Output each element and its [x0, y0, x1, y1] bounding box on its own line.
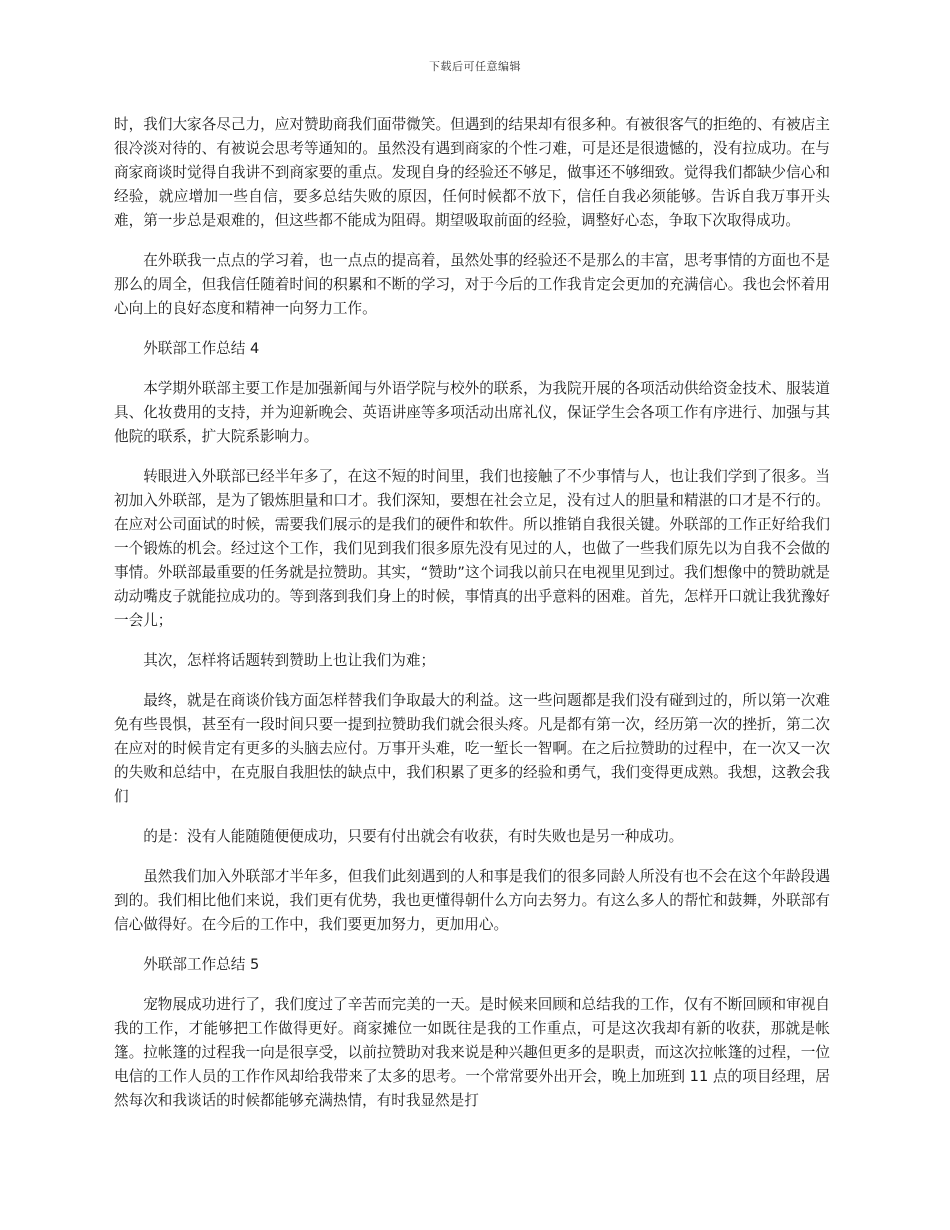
- document-body: [114, 113, 830, 1129]
- section-heading: 外联部工作总结 4: [143, 340, 260, 357]
- section-heading: 外联部工作总结 5: [143, 956, 260, 973]
- paragraph: 宠物展成功进行了，我们度过了辛苦而完美的一天。是时候来回顾和总结我的工作，仅有不断回顾和审视自我的工作，才能够把工作做得更好。商家摊位一如既往是我的工作重点，可是这次我却有新的收获，那就是帐篷。拉帐篷的过程我一向是很享受，以前拉赞助对我来说是种兴趣但更多的是职责，而这次拉帐篷的过程，一位电信的工作人员的工作作风却给我带来了太多的思考。一个常常要外出开会，晚上加班到 11 点的项目经理，居然每次和我谈话的时候都能够充满热情，有时我显然是打: [114, 996, 830, 1109]
- page-header: 下载后可任意编辑: [429, 60, 521, 73]
- paragraph: 时，我们大家各尽己力，应对赞助商我们面带微笑。但遇到的结果却有很多种。有被很客气的拒绝的、有被店主很冷淡对待的、有被说会思考等通知的。虽然没有遇到商家的个性刁难，可是还是很遗憾的，没有拉成功。在与商家商谈时觉得自我讲不到商家要的重点。发现自身的经验还不够足，做事还不够细致。觉得我们都缺少信心和经验，就应增加一些自信，要多总结失败的原因，任何时候都不放下，信任自我必须能够。告诉自我万事开头难，第一步总是艰难的，但这些都不能成为阻碍。期望吸取前面的经验，调整好心态，争取下次取得成功。: [114, 116, 830, 229]
- paragraph: 最终，就是在商谈价钱方面怎样替我们争取最大的利益。这一些问题都是我们没有碰到过的，所以第一次难免有些畏惧，甚至有一段时间只要一提到拉赞助我们就会很头疼。凡是都有第一次，经历第一次的挫折，第二次在应对的时候肯定有更多的头脑去应付。万事开头难，吃一堑长一智啊。在之后拉赞助的过程中，在一次又一次的失败和总结中，在克服自我胆怯的缺点中，我们积累了更多的经验和勇气，我们变得更成熟。我想，这教会我们: [114, 692, 830, 805]
- paragraph: 转眼进入外联部已经半年多了，在这不短的时间里，我们也接触了不少事情与人，也让我们学到了很多。当初加入外联部，是为了锻炼胆量和口才。我们深知，要想在社会立足，没有过人的胆量和精湛的口才是不行的。在应对公司面试的时候，需要我们展示的是我们的硬件和软件。所以推销自我很关键。外联部的工作正好给我们一个锻炼的机会。经过这个工作，我们见到我们很多原先没有见过的人，也做了一些我们原先以为自我不会做的事情。外联部最重要的任务就是拉赞助。其实，“赞助”这个词我以前只在电视里见到过。我们想像中的赞助就是动动嘴皮子就能拉成功的。等到落到我们身上的时候，事情真的出乎意料的困难。首先，怎样开口就让我犹豫好一会儿；: [114, 468, 830, 629]
- paragraph: 的是：没有人能随随便便成功，只要有付出就会有收获，有时失败也是另一种成功。: [143, 828, 684, 845]
- paragraph: 本学期外联部主要工作是加强新闻与外语学院与校外的联系，为我院开展的各项活动供给资金技术、服装道具、化妆费用的支持，并为迎新晚会、英语讲座等多项活动出席礼仪，保证学生会各项工作有序进行、加强与其他院的联系，扩大院系影响力。: [114, 380, 830, 445]
- paragraph: 在外联我一点点的学习着，也一点点的提高着，虽然处事的经验还不是那么的丰富，思考事情的方面也不是那么的周全，但我信任随着时间的积累和不断的学习，对于今后的工作我肯定会更加的充满信心。我也会怀着用心向上的良好态度和精神一向努力工作。: [114, 252, 830, 317]
- paragraph: 其次，怎样将话题转到赞助上也让我们为难；: [143, 652, 436, 669]
- paragraph: 虽然我们加入外联部才半年多，但我们此刻遇到的人和事是我们的很多同龄人所没有也不会在这个年龄段遇到的。我们相比他们来说，我们更有优势，我也更懂得朝什么方向去努力。有这么多人的帮忙和鼓舞，外联部有信心做得好。在今后的工作中，我们要更加努力，更加用心。: [114, 868, 830, 933]
